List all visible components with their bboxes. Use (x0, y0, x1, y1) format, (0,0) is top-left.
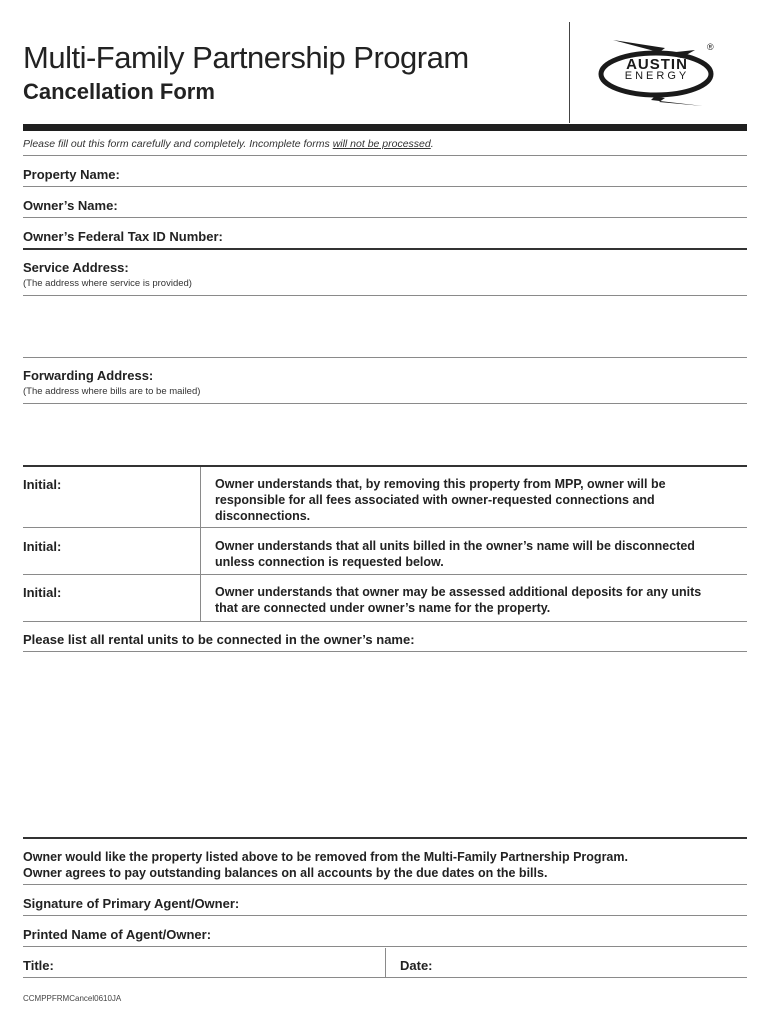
service-address-field-line[interactable] (23, 295, 747, 296)
printed-name-label: Printed Name of Agent/Owner: (23, 927, 212, 942)
service-address-field-end[interactable] (23, 357, 747, 358)
property-name-field[interactable] (23, 186, 747, 187)
removal-top-rule (23, 837, 747, 839)
form-program-title: Multi-Family Partnership Program (23, 40, 469, 75)
divider (23, 155, 747, 156)
service-address-label: Service Address: (23, 260, 129, 275)
signature-field[interactable] (23, 915, 747, 916)
rental-units-label: Please list all rental units to be connected in the owner’s name: (23, 632, 415, 647)
logo-text-austin: AUSTIN (626, 56, 688, 73)
title-date-divider (385, 948, 386, 978)
logo-text-energy: ENERGY (624, 70, 690, 82)
service-address-note: (The address where service is provided) (23, 278, 192, 289)
tax-id-field[interactable] (23, 248, 747, 250)
divider (23, 527, 747, 528)
divider (23, 621, 747, 622)
date-label: Date: (400, 958, 433, 973)
header-bar (23, 124, 747, 131)
owners-name-field[interactable] (23, 217, 747, 218)
initials-column-divider (200, 467, 201, 621)
initial-statement-2: Owner understands that all units billed in the owner’s name will be disconnected unless connection is requested below. (215, 539, 695, 569)
owners-name-label: Owner’s Name: (23, 198, 118, 213)
initial-label-1[interactable]: Initial: (23, 477, 62, 492)
initial-label-2[interactable]: Initial: (23, 539, 62, 554)
signature-label: Signature of Primary Agent/Owner: (23, 896, 240, 911)
instructions: Please fill out this form carefully and completely. Incomplete forms will not be processed. (23, 138, 434, 150)
forwarding-address-field-line[interactable] (23, 403, 747, 404)
initial-label-3[interactable]: Initial: (23, 585, 62, 600)
title-date-field[interactable] (23, 977, 747, 978)
divider (23, 884, 747, 885)
tax-id-label: Owner’s Federal Tax ID Number: (23, 229, 223, 244)
registered-mark: ® (707, 42, 714, 52)
rental-units-field[interactable] (23, 651, 747, 652)
title-label: Title: (23, 958, 54, 973)
printed-name-field[interactable] (23, 946, 747, 947)
initials-top-rule (23, 465, 747, 467)
forwarding-address-note: (The address where bills are to be mailed) (23, 386, 201, 397)
form-code: CCMPPFRMCancel0610JA (23, 994, 122, 1003)
forwarding-address-label: Forwarding Address: (23, 368, 154, 383)
divider (23, 574, 747, 575)
property-name-label: Property Name: (23, 167, 120, 182)
header-divider (569, 22, 570, 123)
removal-agreement: Owner would like the property listed above to be removed from the Multi-Family Partnership Program. Owner agrees to pay outstanding balances on all accounts by the due dates on the bills. (23, 850, 628, 880)
austin-energy-logo (595, 38, 720, 110)
initial-statement-3: Owner understands that owner may be assessed additional deposits for any units that are connected under owner’s name for the property. (215, 585, 702, 615)
initial-statement-1: Owner understands that, by removing this property from MPP, owner will be responsible for all fees associated with owner-requested connections and disconnections. (215, 477, 666, 523)
form-subtitle: Cancellation Form (23, 79, 215, 104)
